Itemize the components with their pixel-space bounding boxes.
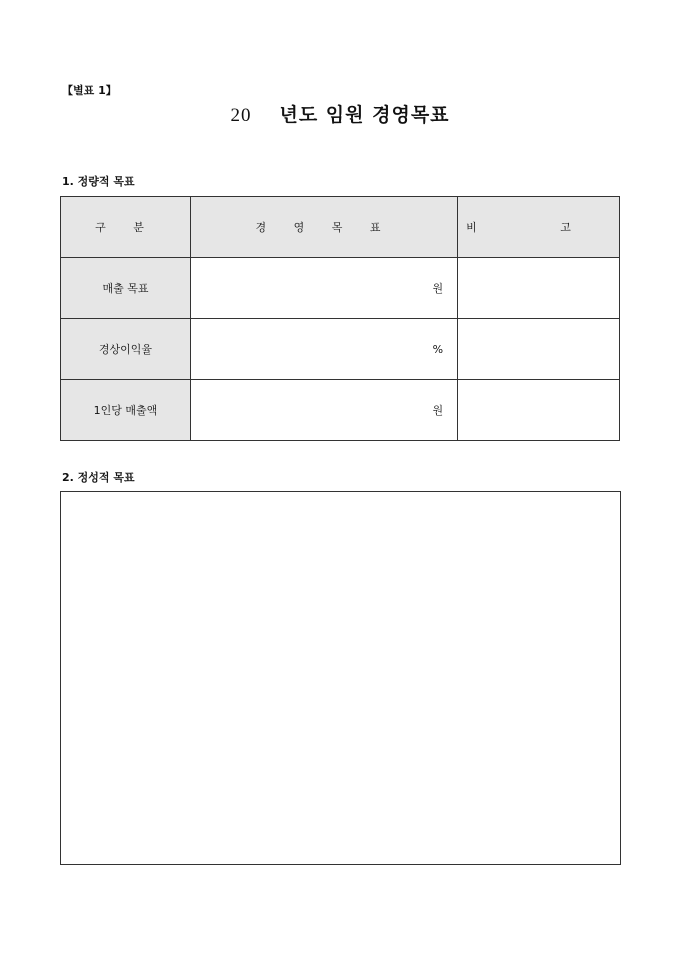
- column-header-goal: 경 영 목 표: [190, 197, 457, 258]
- column-header-remarks: 비 고: [458, 197, 620, 258]
- row-label: 1인당 매출액: [61, 380, 191, 441]
- goal-input-cell[interactable]: [190, 380, 457, 441]
- unit-label: 원: [432, 282, 444, 295]
- row-label: 매출 목표: [61, 258, 191, 319]
- unit-label: %: [432, 342, 444, 356]
- row-label: 경상이익율: [61, 319, 191, 380]
- section-heading-qualitative: 2. 정성적 목표: [62, 471, 135, 484]
- remarks-input-cell[interactable]: [458, 380, 620, 441]
- table-row: [61, 380, 620, 441]
- table-row: [61, 258, 620, 319]
- title-year: 20: [230, 105, 252, 126]
- remarks-input-cell[interactable]: [458, 319, 620, 380]
- qualitative-goals-box[interactable]: [60, 491, 621, 865]
- remarks-input-cell[interactable]: [458, 258, 620, 319]
- column-header-category: 구 분: [61, 197, 191, 258]
- goal-input-cell[interactable]: [190, 319, 457, 380]
- quantitative-goals-table: [60, 196, 620, 441]
- table-header-row: [61, 197, 620, 258]
- goal-input-cell[interactable]: [190, 258, 457, 319]
- section-heading-quantitative: 1. 정량적 목표: [62, 175, 135, 188]
- appendix-label: 【별표 1】: [62, 84, 117, 97]
- unit-label: 원: [432, 404, 444, 417]
- table-row: [61, 319, 620, 380]
- document-title: [0, 100, 680, 127]
- title-text: 년도 임원 경영목표: [279, 104, 450, 126]
